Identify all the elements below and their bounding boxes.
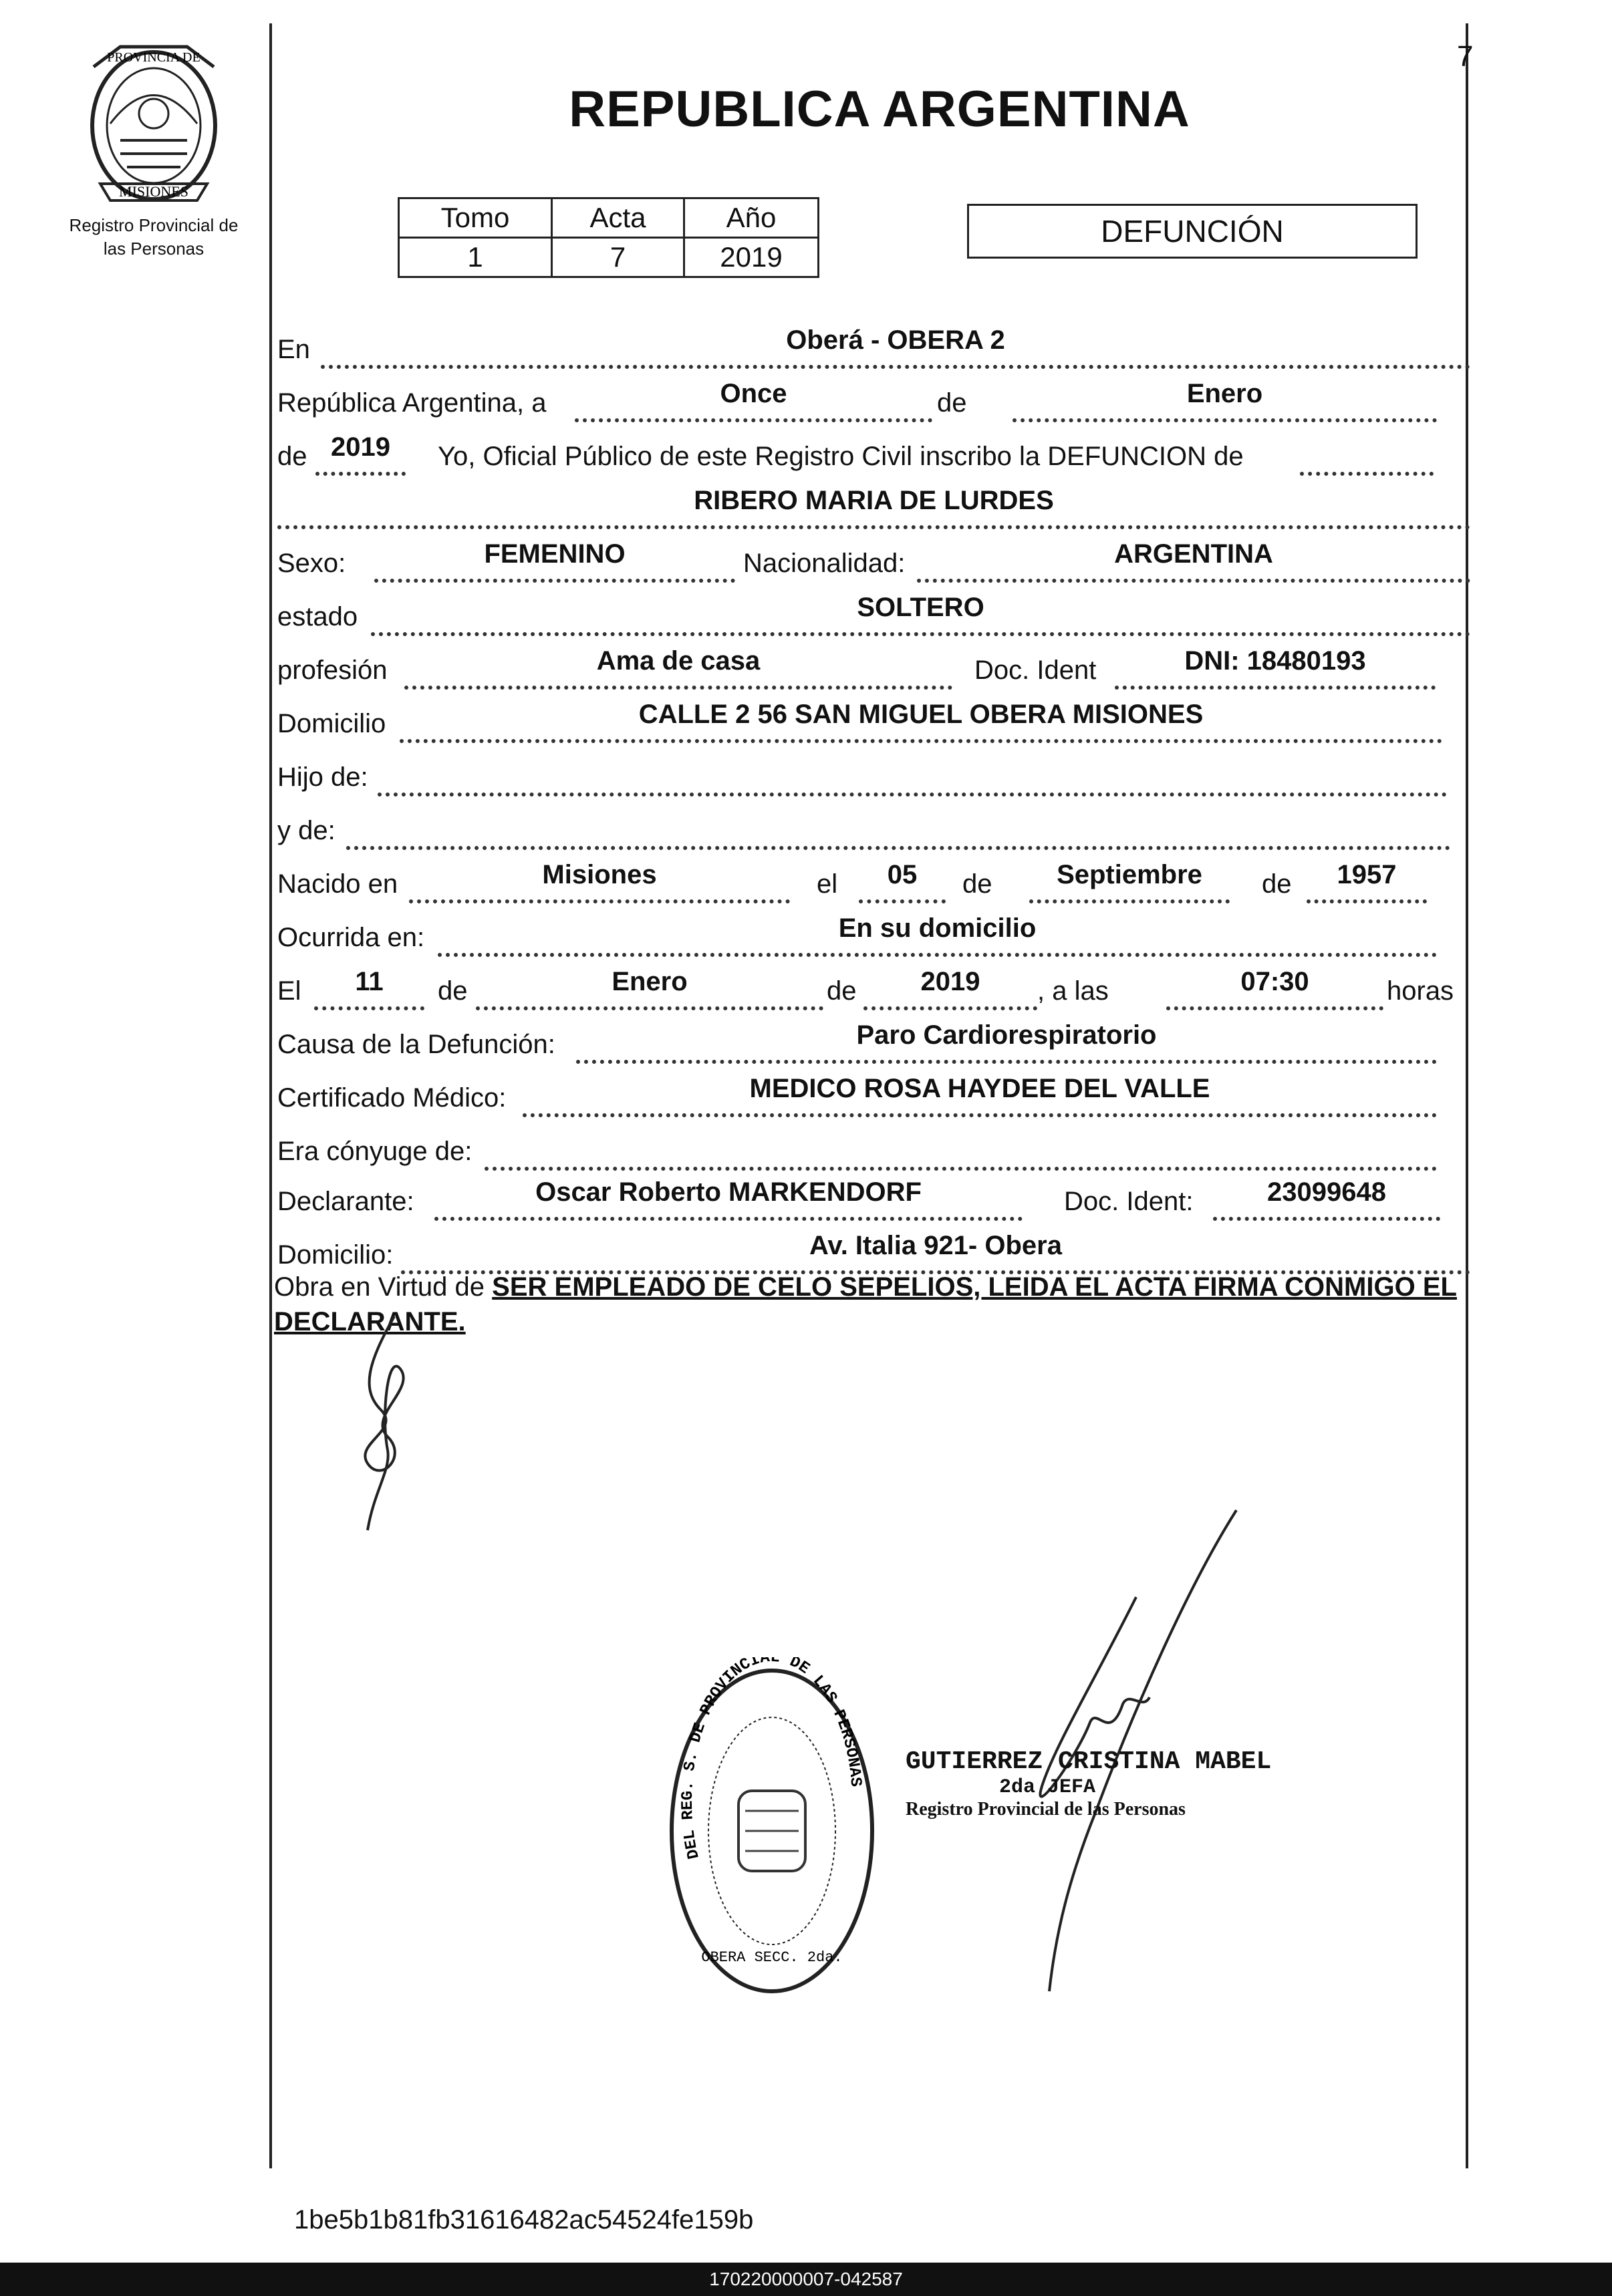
declarant-signature — [341, 1310, 441, 1537]
yo-oficial-text: Yo, Oficial Público de este Registro Civil inscribo la DEFUNCION de — [438, 442, 1244, 471]
footer-code-bar: 170220000007-042587 — [0, 2263, 1612, 2296]
sexo-field: FEMENINO — [374, 539, 735, 583]
profesion-field: Ama de casa — [404, 645, 952, 690]
svg-text:MISIONES: MISIONES — [119, 183, 188, 200]
row-declarante — [0, 1173, 1612, 1226]
anio-header: Año — [684, 198, 819, 238]
nacionalidad-label: Nacionalidad: — [743, 549, 906, 578]
row-fecha — [0, 374, 1612, 428]
row-causa — [0, 1016, 1612, 1069]
registry-label: Registro Provincial de las Personas — [69, 215, 239, 259]
de-label-2: de — [277, 442, 307, 471]
official-role: 2da JEFA — [999, 1776, 1096, 1799]
document-hash: 1be5b1b81fb31616482ac54524fe159b — [294, 2205, 754, 2235]
ocurrida-field: En su domicilio — [438, 913, 1437, 957]
declarante-label: Declarante: — [277, 1187, 414, 1216]
svg-text:DEL REG. S. DE PROVINCIAL DE L: DEL REG. S. DE PROVINCIAL DE LAS PERSONAS — [678, 1657, 865, 1861]
tomo-header: Tomo — [399, 198, 552, 238]
doc-ident-label: Doc. Ident — [974, 656, 1097, 685]
ocurrida-label: Ocurrida en: — [277, 923, 425, 952]
row-estado — [0, 588, 1612, 641]
conyuge-label: Era cónyuge de: — [277, 1137, 473, 1166]
row-certificado — [0, 1069, 1612, 1123]
row-nombre — [0, 481, 1612, 535]
svg-text:PROVINCIA DE: PROVINCIA DE — [107, 50, 200, 65]
row-hijo-de — [0, 748, 1612, 802]
acta-value: 7 — [552, 238, 684, 277]
decl-doc-label: Doc. Ident: — [1064, 1187, 1194, 1216]
de-label: de — [937, 388, 967, 418]
row-conyuge — [0, 1123, 1612, 1176]
de-label-4: de — [1262, 869, 1292, 899]
obra-text: SER EMPLEADO DE CELO SEPELIOS, LEIDA EL ACTA FIRMA CONMIGO EL DECLARANTE. — [274, 1272, 1457, 1336]
official-stamp — [658, 1657, 886, 2005]
def-anio-field: 2019 — [863, 966, 1037, 1010]
estado-field: SOLTERO — [371, 592, 1470, 636]
row-y-de — [0, 802, 1612, 855]
de-label-5: de — [438, 976, 468, 1006]
dia-field: Once — [575, 378, 932, 422]
official-name: GUTIERREZ CRISTINA MABEL — [906, 1747, 1272, 1776]
y-de-label: y de: — [277, 816, 335, 845]
a-las-label: , a las — [1037, 976, 1109, 1006]
anio-field: 2019 — [315, 432, 406, 476]
de-label-3: de — [962, 869, 992, 899]
estado-label: estado — [277, 602, 358, 631]
mes-field: Enero — [1013, 378, 1437, 422]
y-de-field — [346, 806, 1450, 850]
el-cap-label: El — [277, 976, 301, 1006]
hijo-de-label: Hijo de: — [277, 762, 368, 792]
nacido-en-label: Nacido en — [277, 869, 398, 899]
svg-text:OBERA SECC. 2da.: OBERA SECC. 2da. — [701, 1949, 843, 1966]
official-institution: Registro Provincial de las Personas — [906, 1799, 1186, 1820]
nac-mes-field: Septiembre — [1029, 859, 1230, 903]
row-ocurrida — [0, 909, 1612, 962]
certificado-label: Certificado Médico: — [277, 1083, 507, 1113]
document-title: REPUBLICA ARGENTINA — [569, 81, 1190, 138]
anio-value: 2019 — [684, 238, 819, 277]
row-profesion — [0, 641, 1612, 695]
row-sexo — [0, 535, 1612, 588]
domicilio-field: CALLE 2 56 SAN MIGUEL OBERA MISIONES — [400, 699, 1442, 743]
de-label-6: de — [827, 976, 857, 1006]
row-nacimiento — [0, 855, 1612, 909]
doc-ident-field: DNI: 18480193 — [1115, 645, 1436, 690]
certificado-field: MEDICO ROSA HAYDEE DEL VALLE — [523, 1073, 1437, 1117]
nac-dia-field: 05 — [859, 859, 946, 903]
row-fecha-defuncion — [0, 962, 1612, 1016]
observaciones-paragraph — [274, 1270, 1470, 1339]
signature-block — [906, 1747, 1271, 1820]
republica-label: República Argentina, a — [277, 388, 547, 418]
def-mes-field: Enero — [476, 966, 823, 1010]
profesion-label: profesión — [277, 656, 388, 685]
nacionalidad-field: ARGENTINA — [917, 539, 1470, 583]
page-number: 7 — [1457, 40, 1474, 73]
row-inscripcion — [0, 428, 1612, 481]
el-label: el — [817, 869, 838, 899]
hora-field: 07:30 — [1166, 966, 1383, 1010]
causa-field: Paro Cardiorespiratorio — [576, 1020, 1437, 1064]
lugar-field: Oberá - OBERA 2 — [321, 325, 1470, 369]
nac-anio-field: 1957 — [1307, 859, 1427, 903]
sexo-label: Sexo: — [277, 549, 346, 578]
row-lugar — [0, 321, 1612, 374]
decl-doc-field: 23099648 — [1213, 1177, 1440, 1221]
acta-header: Acta — [552, 198, 684, 238]
en-label: En — [277, 335, 310, 364]
hijo-de-field — [378, 752, 1447, 797]
def-dia-field: 11 — [314, 966, 424, 1010]
conyuge-field — [485, 1127, 1437, 1171]
nombre-field: RIBERO MARIA DE LURDES — [277, 485, 1470, 529]
declarante-field: Oscar Roberto MARKENDORF — [434, 1177, 1023, 1221]
obra-label: Obra en Virtud de — [274, 1272, 485, 1302]
tomo-value: 1 — [399, 238, 552, 277]
record-type-box: DEFUNCIÓN — [967, 204, 1418, 259]
row-domicilio — [0, 695, 1612, 748]
inscripcion-blank — [1300, 432, 1434, 476]
acta-reference-table — [398, 197, 819, 278]
decl-domicilio-label: Domicilio: — [277, 1240, 394, 1270]
domicilio-label: Domicilio — [277, 709, 386, 738]
decl-domicilio-field: Av. Italia 921- Obera — [401, 1230, 1470, 1274]
horas-label: horas — [1387, 976, 1454, 1006]
nacido-en-field: Misiones — [409, 859, 790, 903]
causa-label: Causa de la Defunción: — [277, 1030, 555, 1059]
